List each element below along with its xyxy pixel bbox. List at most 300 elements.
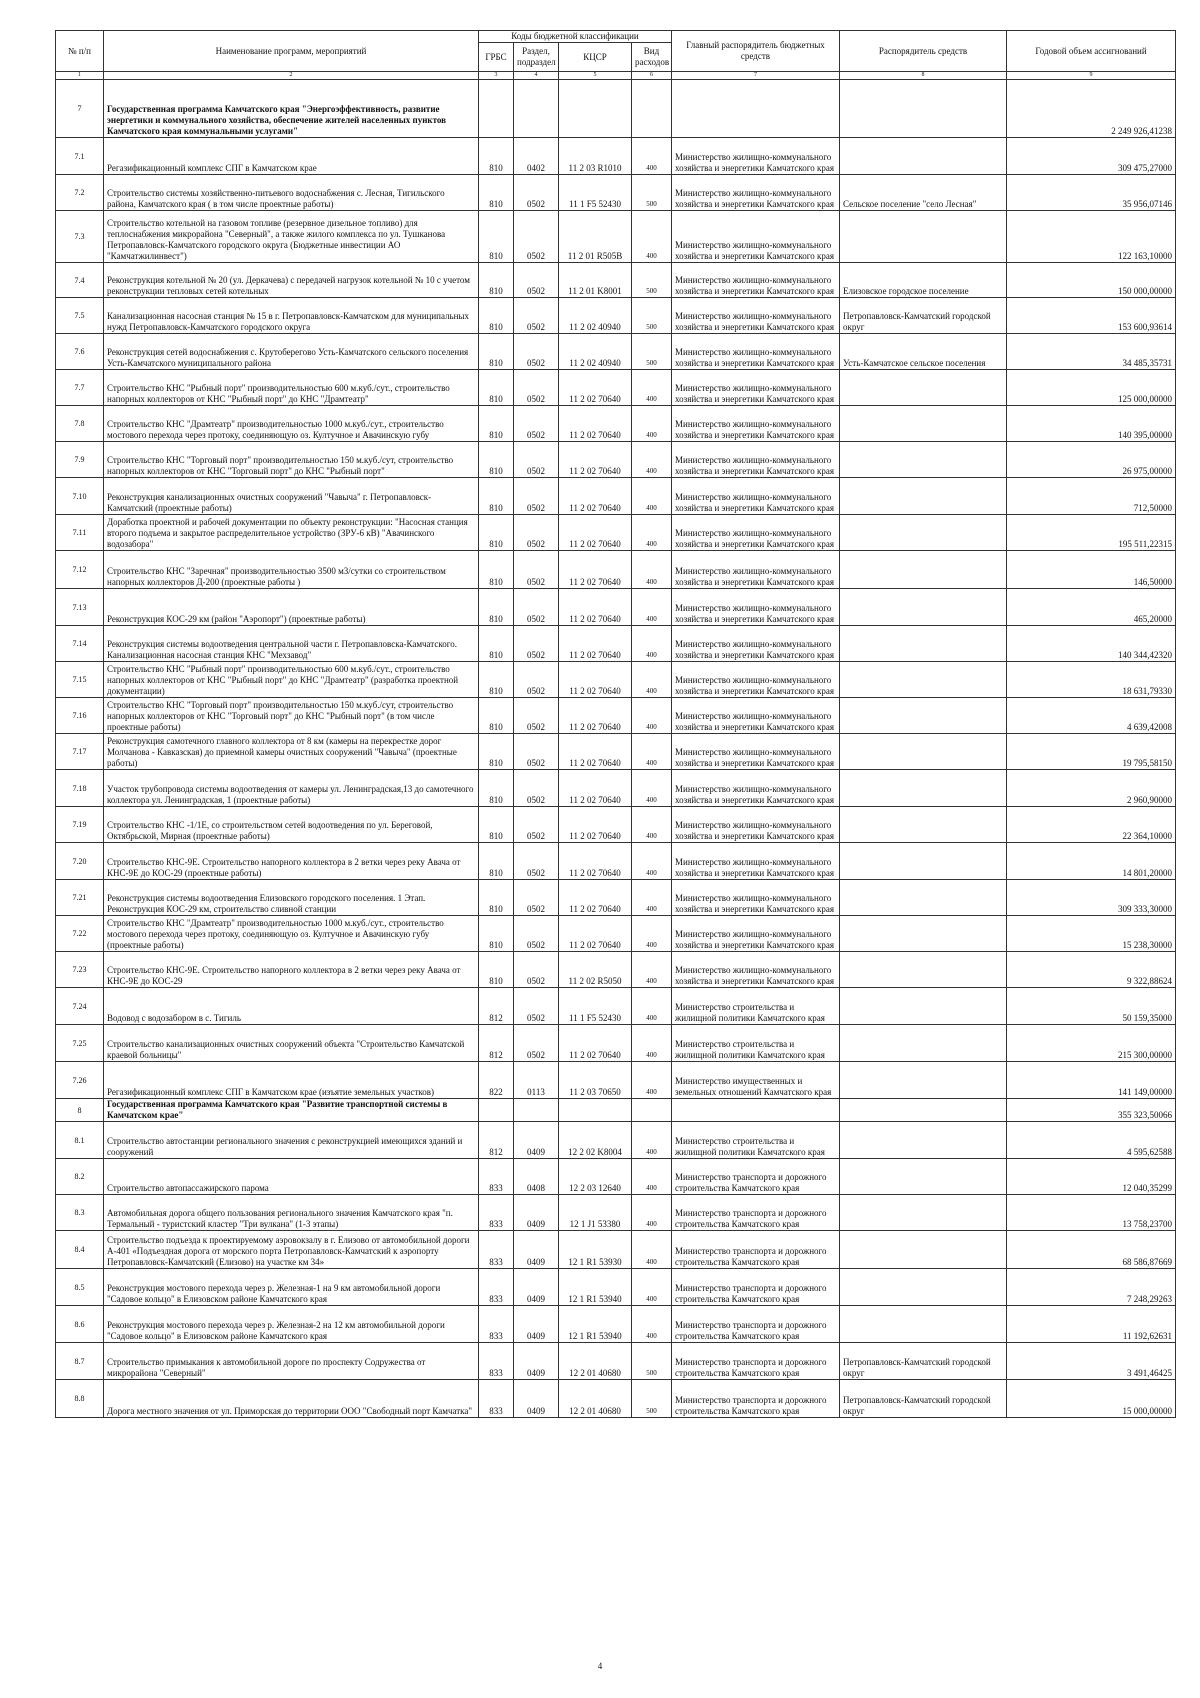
row-name: Реконструкция сетей водоснабжения с. Крутоберегово Усть-Камчатского сельского поселения Усть-Камчатского муниципального района bbox=[104, 334, 479, 370]
row-vid: 400 bbox=[632, 551, 672, 589]
row-kcsr: 12 2 03 12640 bbox=[559, 1159, 632, 1195]
row-grbs: 810 bbox=[479, 807, 514, 843]
row-grbs bbox=[479, 1099, 514, 1122]
row-number: 7.16 bbox=[56, 698, 104, 734]
table-body bbox=[56, 72, 1176, 1418]
row-amount: 15 000,00000 bbox=[1007, 1380, 1176, 1418]
row-vid: 400 bbox=[632, 880, 672, 916]
row-number: 7.24 bbox=[56, 988, 104, 1025]
row-grbs: 833 bbox=[479, 1380, 514, 1418]
row-grbs: 810 bbox=[479, 406, 514, 442]
row-admin: Елизовское городское поселение bbox=[840, 263, 1007, 298]
row-number: 7.7 bbox=[56, 370, 104, 406]
row-admin bbox=[840, 589, 1007, 626]
row-amount: 2 960,90000 bbox=[1007, 770, 1176, 807]
row-amount: 2 249 926,41238 bbox=[1007, 80, 1176, 138]
row-kcsr: 11 1 F5 52430 bbox=[559, 988, 632, 1025]
row-number: 7.6 bbox=[56, 334, 104, 370]
row-main-admin: Министерство строительства и жилищной политики Камчатского края bbox=[672, 988, 840, 1025]
row-kcsr: 11 2 02 70640 bbox=[559, 734, 632, 770]
row-razdel bbox=[514, 80, 559, 138]
row-kcsr: 11 2 02 70640 bbox=[559, 370, 632, 406]
row-razdel: 0113 bbox=[514, 1062, 559, 1099]
row-name: Строительство КНС "Торговый порт" производительностью 150 м.куб./сут, строительство напорных коллекторов от КНС "Торговый порт" до КНС "Рыбный порт" (в том числе проектные работы) bbox=[104, 698, 479, 734]
table-row bbox=[56, 589, 1176, 626]
row-number: 7.17 bbox=[56, 734, 104, 770]
row-main-admin: Министерство имущественных и земельных отношений Камчатского края bbox=[672, 1062, 840, 1099]
header-volume: Годовой объем ассигнований bbox=[1007, 31, 1176, 72]
row-amount: 4 639,42008 bbox=[1007, 698, 1176, 734]
row-number: 8.7 bbox=[56, 1343, 104, 1380]
row-main-admin: Министерство жилищно-коммунального хозяйства и энергетики Камчатского края bbox=[672, 175, 840, 211]
row-vid: 500 bbox=[632, 175, 672, 211]
row-main-admin: Министерство транспорта и дорожного строительства Камчатского края bbox=[672, 1231, 840, 1269]
row-razdel: 0409 bbox=[514, 1122, 559, 1159]
row-number: 7 bbox=[56, 80, 104, 138]
row-admin bbox=[840, 551, 1007, 589]
row-main-admin: Министерство жилищно-коммунального хозяйства и энергетики Камчатского края bbox=[672, 515, 840, 551]
row-main-admin: Министерство жилищно-коммунального хозяйства и энергетики Камчатского края bbox=[672, 298, 840, 334]
row-main-admin: Министерство жилищно-коммунального хозяйства и энергетики Камчатского края bbox=[672, 370, 840, 406]
table-row bbox=[56, 1380, 1176, 1418]
row-grbs: 833 bbox=[479, 1343, 514, 1380]
row-name: Автомобильная дорога общего пользования регионального значения Камчатского края "п. Термальный - туристский кластер "Три вулкана" (1-3 этапы) bbox=[104, 1195, 479, 1231]
row-admin bbox=[840, 626, 1007, 662]
row-razdel: 0502 bbox=[514, 298, 559, 334]
row-razdel: 0502 bbox=[514, 698, 559, 734]
row-name: Строительство КНС "Торговый порт" производительностью 150 м.куб./сут, строительство напорных коллекторов от КНС "Торговый порт" до КНС "Рыбный порт" bbox=[104, 442, 479, 478]
row-amount: 355 323,50066 bbox=[1007, 1099, 1176, 1122]
table-row bbox=[56, 843, 1176, 880]
row-name: Строительство примыкания к автомобильной дороге по проспекту Содружества от микрорайона "Северный" bbox=[104, 1343, 479, 1380]
header-num: № п/п bbox=[56, 31, 104, 72]
row-admin bbox=[840, 952, 1007, 988]
row-razdel: 0502 bbox=[514, 263, 559, 298]
row-grbs: 833 bbox=[479, 1159, 514, 1195]
table-row bbox=[56, 211, 1176, 263]
row-amount: 140 395,00000 bbox=[1007, 406, 1176, 442]
row-vid: 500 bbox=[632, 298, 672, 334]
row-razdel: 0502 bbox=[514, 211, 559, 263]
row-kcsr: 12 1 R1 53930 bbox=[559, 1231, 632, 1269]
row-number: 7.5 bbox=[56, 298, 104, 334]
row-name: Реконструкция мостового перехода через р. Железная-2 на 12 км автомобильной дороги "Садовое кольцо" в Елизовском районе Камчатского края bbox=[104, 1306, 479, 1343]
row-grbs: 810 bbox=[479, 370, 514, 406]
row-main-admin: Министерство жилищно-коммунального хозяйства и энергетики Камчатского края bbox=[672, 211, 840, 263]
table-row bbox=[56, 698, 1176, 734]
row-vid bbox=[632, 1099, 672, 1122]
row-grbs: 833 bbox=[479, 1269, 514, 1306]
row-main-admin: Министерство жилищно-коммунального хозяйства и энергетики Камчатского края bbox=[672, 334, 840, 370]
row-amount: 122 163,10000 bbox=[1007, 211, 1176, 263]
table-row bbox=[56, 988, 1176, 1025]
row-main-admin: Министерство жилищно-коммунального хозяйства и энергетики Камчатского края bbox=[672, 880, 840, 916]
row-name: Строительство КНС "Рыбный порт" производительностью 600 м.куб./сут., строительство напорных коллекторов от КНС "Рыбный порт" до КНС "Драмтеатр" bbox=[104, 370, 479, 406]
row-amount: 22 364,10000 bbox=[1007, 807, 1176, 843]
row-grbs: 810 bbox=[479, 211, 514, 263]
row-amount: 15 238,30000 bbox=[1007, 916, 1176, 952]
row-name: Реконструкция системы водоотведения Елизовского городского поселения. 1 Этап. Реконструкция КОС-29 км, строительство сливной станции bbox=[104, 880, 479, 916]
row-number: 8.5 bbox=[56, 1269, 104, 1306]
row-main-admin: Министерство жилищно-коммунального хозяйства и энергетики Камчатского края bbox=[672, 478, 840, 515]
row-vid: 400 bbox=[632, 589, 672, 626]
row-number: 7.1 bbox=[56, 138, 104, 175]
row-grbs: 812 bbox=[479, 988, 514, 1025]
row-amount: 11 192,62631 bbox=[1007, 1306, 1176, 1343]
row-admin bbox=[840, 880, 1007, 916]
row-kcsr: 12 2 01 40680 bbox=[559, 1343, 632, 1380]
row-kcsr: 11 2 02 R5050 bbox=[559, 952, 632, 988]
row-admin bbox=[840, 1099, 1007, 1122]
row-amount: 215 300,00000 bbox=[1007, 1025, 1176, 1062]
row-admin bbox=[840, 770, 1007, 807]
row-number: 8.6 bbox=[56, 1306, 104, 1343]
row-amount: 150 000,00000 bbox=[1007, 263, 1176, 298]
row-grbs: 810 bbox=[479, 626, 514, 662]
table-row bbox=[56, 880, 1176, 916]
row-name: Строительство котельной на газовом топливе (резервное дизельное топливо) для теплоснабжения микрорайона "Северный", а также жилого комплекса по ул. Тушканова Петропавловск-Камчатского городского округа (Бюджетные инвестиции АО "Камчатжилинвест") bbox=[104, 211, 479, 263]
row-vid: 500 bbox=[632, 1343, 672, 1380]
row-admin bbox=[840, 1062, 1007, 1099]
row-number: 7.9 bbox=[56, 442, 104, 478]
row-main-admin: Министерство жилищно-коммунального хозяйства и энергетики Камчатского края bbox=[672, 626, 840, 662]
row-number: 8 bbox=[56, 1099, 104, 1122]
row-razdel: 0502 bbox=[514, 807, 559, 843]
row-name: Строительство КНС-9Е. Строительство напорного коллектора в 2 ветки через реку Авача от КНС-9Е до КОС-29 (проектные работы) bbox=[104, 843, 479, 880]
row-number: 7.2 bbox=[56, 175, 104, 211]
row-number: 7.3 bbox=[56, 211, 104, 263]
row-kcsr: 11 2 02 70640 bbox=[559, 843, 632, 880]
row-vid: 500 bbox=[632, 334, 672, 370]
row-vid: 400 bbox=[632, 626, 672, 662]
table-row bbox=[56, 406, 1176, 442]
row-razdel: 0502 bbox=[514, 551, 559, 589]
row-amount: 50 159,35000 bbox=[1007, 988, 1176, 1025]
row-razdel: 0502 bbox=[514, 843, 559, 880]
row-grbs: 812 bbox=[479, 1025, 514, 1062]
row-vid: 400 bbox=[632, 807, 672, 843]
row-grbs bbox=[479, 80, 514, 138]
row-admin bbox=[840, 1306, 1007, 1343]
row-grbs: 810 bbox=[479, 298, 514, 334]
row-kcsr: 11 2 02 70640 bbox=[559, 551, 632, 589]
row-kcsr: 11 2 02 70640 bbox=[559, 916, 632, 952]
table-row bbox=[56, 1062, 1176, 1099]
row-kcsr: 11 2 02 40940 bbox=[559, 298, 632, 334]
row-kcsr: 12 2 02 K8004 bbox=[559, 1122, 632, 1159]
row-grbs: 810 bbox=[479, 515, 514, 551]
row-kcsr: 11 2 02 70640 bbox=[559, 807, 632, 843]
row-razdel: 0409 bbox=[514, 1231, 559, 1269]
row-grbs: 810 bbox=[479, 138, 514, 175]
row-kcsr: 11 2 02 70640 bbox=[559, 662, 632, 698]
table-row bbox=[56, 770, 1176, 807]
row-number: 7.19 bbox=[56, 807, 104, 843]
row-name: Доработка проектной и рабочей документации по объекту реконструкции: "Насосная станция второго подъема и закрытое распределительное устройство (ЗРУ-6 кВ) "Авачинского водозабора" bbox=[104, 515, 479, 551]
row-admin bbox=[840, 406, 1007, 442]
table-row bbox=[56, 263, 1176, 298]
row-razdel: 0502 bbox=[514, 880, 559, 916]
row-amount: 14 801,20000 bbox=[1007, 843, 1176, 880]
row-grbs: 810 bbox=[479, 770, 514, 807]
row-razdel: 0502 bbox=[514, 952, 559, 988]
row-main-admin: Министерство транспорта и дорожного строительства Камчатского края bbox=[672, 1306, 840, 1343]
row-amount: 9 322,88624 bbox=[1007, 952, 1176, 988]
header-codes: Коды бюджетной классификации bbox=[479, 31, 672, 43]
row-kcsr bbox=[559, 1099, 632, 1122]
row-main-admin: Министерство жилищно-коммунального хозяйства и энергетики Камчатского края bbox=[672, 952, 840, 988]
table-row bbox=[56, 478, 1176, 515]
row-name: Канализационная насосная станция № 15 в г. Петропавловск-Камчатском для муниципальных нужд Петропавловск-Камчатского городского округа bbox=[104, 298, 479, 334]
column-index: 3 bbox=[479, 72, 514, 80]
row-kcsr: 11 2 02 40940 bbox=[559, 334, 632, 370]
row-admin bbox=[840, 515, 1007, 551]
row-name: Строительство автостанции регионального значения с реконструкцией имеющихся зданий и сооружений bbox=[104, 1122, 479, 1159]
row-razdel: 0502 bbox=[514, 175, 559, 211]
column-index-row bbox=[56, 72, 1176, 80]
header-admin: Распорядитель средств bbox=[840, 31, 1007, 72]
row-name: Дорога местного значения от ул. Приморская до территории ООО "Свободный порт Камчатка" bbox=[104, 1380, 479, 1418]
row-vid: 400 bbox=[632, 734, 672, 770]
row-grbs: 810 bbox=[479, 843, 514, 880]
row-vid: 400 bbox=[632, 952, 672, 988]
row-name: Строительство КНС -1/1Е, со строительством сетей водоотведения по ул. Береговой, Октябрьской, Мирная (проектные работы) bbox=[104, 807, 479, 843]
row-vid: 500 bbox=[632, 1380, 672, 1418]
row-amount: 13 758,23700 bbox=[1007, 1195, 1176, 1231]
row-admin bbox=[840, 1025, 1007, 1062]
row-razdel bbox=[514, 1099, 559, 1122]
row-main-admin: Министерство жилищно-коммунального хозяйства и энергетики Камчатского края bbox=[672, 406, 840, 442]
row-grbs: 810 bbox=[479, 175, 514, 211]
column-index: 6 bbox=[632, 72, 672, 80]
row-main-admin bbox=[672, 80, 840, 138]
table-row bbox=[56, 442, 1176, 478]
table-header bbox=[56, 31, 1176, 72]
row-grbs: 833 bbox=[479, 1231, 514, 1269]
row-admin: Сельское поселение "село Лесная" bbox=[840, 175, 1007, 211]
table-row bbox=[56, 80, 1176, 138]
row-razdel: 0502 bbox=[514, 662, 559, 698]
row-name: Государственная программа Камчатского края "Энергоэффективность, развитие энергетики и коммунального хозяйства, обеспечение жителей населенных пунктов Камчатского края коммунальными услугами" bbox=[104, 80, 479, 138]
row-number: 7.18 bbox=[56, 770, 104, 807]
row-number: 7.13 bbox=[56, 589, 104, 626]
row-admin bbox=[840, 138, 1007, 175]
row-number: 7.4 bbox=[56, 263, 104, 298]
row-vid: 400 bbox=[632, 770, 672, 807]
row-razdel: 0502 bbox=[514, 589, 559, 626]
row-kcsr: 12 1 J1 53380 bbox=[559, 1195, 632, 1231]
row-name: Водовод с водозабором в с. Тигиль bbox=[104, 988, 479, 1025]
row-kcsr: 11 2 02 70640 bbox=[559, 626, 632, 662]
row-admin bbox=[840, 1269, 1007, 1306]
row-razdel: 0409 bbox=[514, 1306, 559, 1343]
row-razdel: 0402 bbox=[514, 138, 559, 175]
row-grbs: 810 bbox=[479, 263, 514, 298]
row-kcsr: 11 1 F5 52430 bbox=[559, 175, 632, 211]
header-vid: Вид расходов bbox=[632, 43, 672, 72]
row-amount: 26 975,00000 bbox=[1007, 442, 1176, 478]
row-admin bbox=[840, 1231, 1007, 1269]
row-admin bbox=[840, 80, 1007, 138]
row-name: Строительство подъезда к проектируемому аэровокзалу в г. Елизово от автомобильной дороги А-401 «Подъездная дорога от морского порта Петропавловск-Камчатский к аэропорту Петропавловск-Камчатский (Елизово) на участке км 34» bbox=[104, 1231, 479, 1269]
row-razdel: 0502 bbox=[514, 734, 559, 770]
row-amount: 12 040,35299 bbox=[1007, 1159, 1176, 1195]
row-razdel: 0502 bbox=[514, 406, 559, 442]
budget-table bbox=[55, 30, 1176, 1418]
row-grbs: 810 bbox=[479, 589, 514, 626]
row-grbs: 810 bbox=[479, 334, 514, 370]
row-razdel: 0502 bbox=[514, 988, 559, 1025]
row-grbs: 810 bbox=[479, 880, 514, 916]
row-vid: 400 bbox=[632, 1269, 672, 1306]
row-vid: 400 bbox=[632, 515, 672, 551]
row-kcsr: 12 1 R1 53940 bbox=[559, 1269, 632, 1306]
row-name: Реконструкция мостового перехода через р. Железная-1 на 9 км автомобильной дороги "Садовое кольцо" в Елизовском районе Камчатского края bbox=[104, 1269, 479, 1306]
table-row bbox=[56, 952, 1176, 988]
column-index: 4 bbox=[514, 72, 559, 80]
row-kcsr: 11 2 02 70640 bbox=[559, 442, 632, 478]
row-grbs: 822 bbox=[479, 1062, 514, 1099]
row-vid: 400 bbox=[632, 698, 672, 734]
row-name: Строительство КНС "Рыбный порт" производительностью 600 м.куб./сут., строительство напорных коллекторов от КНС "Рыбный порт" до КНС "Драмтеатр" (разработка проектной документации) bbox=[104, 662, 479, 698]
row-grbs: 810 bbox=[479, 698, 514, 734]
row-kcsr: 12 1 R1 53940 bbox=[559, 1306, 632, 1343]
row-vid: 400 bbox=[632, 138, 672, 175]
row-number: 7.25 bbox=[56, 1025, 104, 1062]
row-name: Регазификационный комплекс СПГ в Камчатском крае (изъятие земельных участков) bbox=[104, 1062, 479, 1099]
row-number: 7.8 bbox=[56, 406, 104, 442]
table-row bbox=[56, 1306, 1176, 1343]
row-grbs: 810 bbox=[479, 478, 514, 515]
row-amount: 309 475,27000 bbox=[1007, 138, 1176, 175]
row-name: Строительство КНС "Драмтеатр" производительностью 1000 м.куб./сут., строительство мостового перехода через протоку, соединяющую оз. Култучное и Авачинскую губу bbox=[104, 406, 479, 442]
row-grbs: 810 bbox=[479, 952, 514, 988]
row-kcsr: 11 2 02 70640 bbox=[559, 880, 632, 916]
row-name: Строительство автопассажирского парома bbox=[104, 1159, 479, 1195]
row-razdel: 0409 bbox=[514, 1343, 559, 1380]
row-kcsr: 11 2 02 70640 bbox=[559, 478, 632, 515]
row-main-admin: Министерство жилищно-коммунального хозяйства и энергетики Камчатского края bbox=[672, 843, 840, 880]
table-row bbox=[56, 334, 1176, 370]
table-row bbox=[56, 916, 1176, 952]
row-admin: Петропавловск-Камчатский городской округ bbox=[840, 298, 1007, 334]
row-main-admin: Министерство транспорта и дорожного строительства Камчатского края bbox=[672, 1269, 840, 1306]
row-vid: 400 bbox=[632, 1062, 672, 1099]
row-name: Строительство канализационных очистных сооружений объекта "Строительство Камчатской краевой больницы" bbox=[104, 1025, 479, 1062]
column-index: 1 bbox=[56, 72, 104, 80]
row-razdel: 0502 bbox=[514, 478, 559, 515]
row-grbs: 810 bbox=[479, 734, 514, 770]
row-vid: 400 bbox=[632, 1195, 672, 1231]
row-number: 8.2 bbox=[56, 1159, 104, 1195]
row-amount: 195 511,22315 bbox=[1007, 515, 1176, 551]
row-amount: 465,20000 bbox=[1007, 589, 1176, 626]
column-index: 9 bbox=[1007, 72, 1176, 80]
row-amount: 125 000,00000 bbox=[1007, 370, 1176, 406]
row-number: 7.26 bbox=[56, 1062, 104, 1099]
row-admin bbox=[840, 211, 1007, 263]
table-row bbox=[56, 734, 1176, 770]
row-name: Реконструкция канализационных очистных сооружений "Чавыча" г. Петропавловск-Камчатский (проектные работы) bbox=[104, 478, 479, 515]
row-razdel: 0502 bbox=[514, 442, 559, 478]
row-main-admin: Министерство жилищно-коммунального хозяйства и энергетики Камчатского края bbox=[672, 807, 840, 843]
row-amount: 4 595,62588 bbox=[1007, 1122, 1176, 1159]
column-index: 8 bbox=[840, 72, 1007, 80]
row-number: 8.1 bbox=[56, 1122, 104, 1159]
row-amount: 34 485,35731 bbox=[1007, 334, 1176, 370]
table-row bbox=[56, 1025, 1176, 1062]
row-kcsr: 11 2 03 70650 bbox=[559, 1062, 632, 1099]
row-grbs: 833 bbox=[479, 1306, 514, 1343]
row-number: 7.22 bbox=[56, 916, 104, 952]
row-grbs: 833 bbox=[479, 1195, 514, 1231]
table-row bbox=[56, 1343, 1176, 1380]
row-main-admin: Министерство жилищно-коммунального хозяйства и энергетики Камчатского края bbox=[672, 589, 840, 626]
row-kcsr: 11 2 02 70640 bbox=[559, 698, 632, 734]
row-amount: 18 631,79330 bbox=[1007, 662, 1176, 698]
row-amount: 68 586,87669 bbox=[1007, 1231, 1176, 1269]
row-number: 7.15 bbox=[56, 662, 104, 698]
row-main-admin: Министерство транспорта и дорожного строительства Камчатского края bbox=[672, 1195, 840, 1231]
header-grbs: ГРБС bbox=[479, 43, 514, 72]
header-name: Наименование программ, мероприятий bbox=[104, 31, 479, 72]
row-main-admin: Министерство транспорта и дорожного строительства Камчатского края bbox=[672, 1380, 840, 1418]
table-row bbox=[56, 1195, 1176, 1231]
row-razdel: 0502 bbox=[514, 1025, 559, 1062]
row-number: 8.4 bbox=[56, 1231, 104, 1269]
table-row bbox=[56, 626, 1176, 662]
row-main-admin: Министерство жилищно-коммунального хозяйства и энергетики Камчатского края bbox=[672, 662, 840, 698]
row-name: Строительство КНС "Драмтеатр" производительностью 1000 м.куб./сут., строительство мостового перехода через протоку, соединяющую оз. Култучное и Авачинскую губу (проектные работы) bbox=[104, 916, 479, 952]
row-admin bbox=[840, 843, 1007, 880]
row-main-admin: Министерство жилищно-коммунального хозяйства и энергетики Камчатского края bbox=[672, 916, 840, 952]
row-kcsr: 11 2 02 70640 bbox=[559, 1025, 632, 1062]
row-admin bbox=[840, 807, 1007, 843]
row-admin bbox=[840, 734, 1007, 770]
header-razdel: Раздел, подраздел bbox=[514, 43, 559, 72]
row-vid: 400 bbox=[632, 843, 672, 880]
row-amount: 153 600,93614 bbox=[1007, 298, 1176, 334]
row-grbs: 810 bbox=[479, 662, 514, 698]
row-main-admin bbox=[672, 1099, 840, 1122]
row-grbs: 812 bbox=[479, 1122, 514, 1159]
header-main-admin: Главный распорядитель бюджетных средств bbox=[672, 31, 840, 72]
table-row bbox=[56, 1269, 1176, 1306]
row-name: Строительство системы хозяйственно-питьевого водоснабжения с. Лесная, Тигильского района, Камчатского края ( в том числе проектные работы) bbox=[104, 175, 479, 211]
row-razdel: 0502 bbox=[514, 370, 559, 406]
row-admin bbox=[840, 1122, 1007, 1159]
row-admin bbox=[840, 1195, 1007, 1231]
row-admin bbox=[840, 662, 1007, 698]
row-grbs: 810 bbox=[479, 916, 514, 952]
row-amount: 19 795,58150 bbox=[1007, 734, 1176, 770]
row-admin bbox=[840, 1159, 1007, 1195]
row-vid: 400 bbox=[632, 442, 672, 478]
row-razdel: 0408 bbox=[514, 1159, 559, 1195]
row-number: 7.20 bbox=[56, 843, 104, 880]
row-razdel: 0409 bbox=[514, 1380, 559, 1418]
row-kcsr: 11 2 02 70640 bbox=[559, 589, 632, 626]
table-row bbox=[56, 1231, 1176, 1269]
row-vid: 400 bbox=[632, 1231, 672, 1269]
row-kcsr: 11 2 02 70640 bbox=[559, 770, 632, 807]
row-vid: 400 bbox=[632, 1159, 672, 1195]
row-main-admin: Министерство транспорта и дорожного строительства Камчатского края bbox=[672, 1343, 840, 1380]
header-kcsr: КЦСР bbox=[559, 43, 632, 72]
page-number: 4 bbox=[597, 1661, 603, 1671]
row-admin bbox=[840, 988, 1007, 1025]
row-admin: Петропавловск-Камчатский городской округ bbox=[840, 1343, 1007, 1380]
